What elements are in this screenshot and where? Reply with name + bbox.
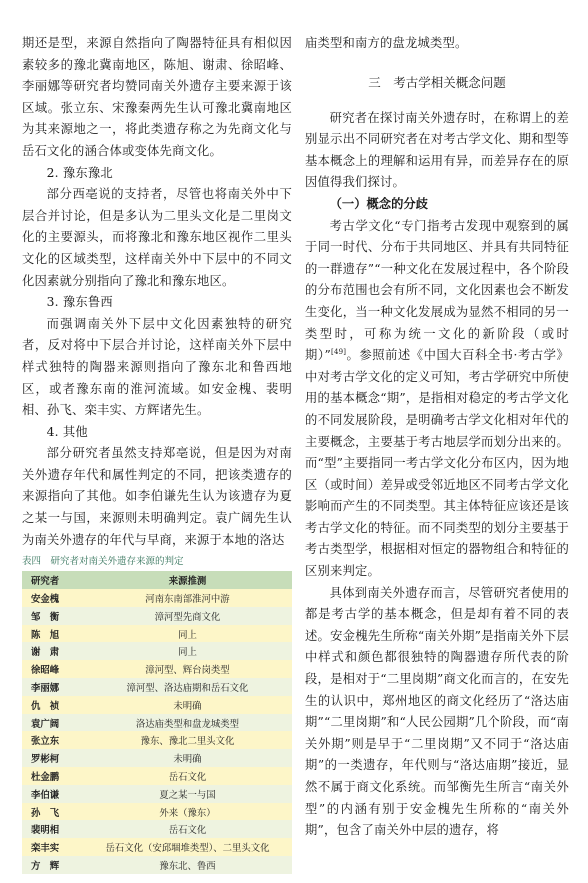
table-row bbox=[22, 820, 292, 838]
paragraph-3: 而强调南关外下层中文化因素独特的研究者，反对将中下层合并讨论，这样南关外下层中样式独特的陶器来源则指向了豫东北和鲁西地区，或者豫东南的淮河流域。如安金槐、裴明相、孙飞、栾丰实、方辉诸先生。 bbox=[22, 316, 292, 418]
left-column bbox=[22, 33, 292, 874]
source-cell: 洛达庙类型和盘龙城类型 bbox=[83, 714, 292, 732]
header-researcher: 研究者 bbox=[22, 571, 83, 589]
researcher-cell: 谢 肃 bbox=[22, 642, 83, 660]
right-column bbox=[305, 33, 569, 842]
source-cell: 未明确 bbox=[83, 696, 292, 714]
researcher-cell: 李伯谦 bbox=[22, 785, 83, 803]
subsection-title: （一）概念的分歧 bbox=[329, 196, 428, 211]
table-row bbox=[22, 856, 292, 874]
researcher-cell: 李丽娜 bbox=[22, 678, 83, 696]
subheading-2: 2. 豫东豫北 bbox=[46, 165, 113, 180]
researcher-cell: 安金槐 bbox=[22, 589, 83, 607]
source-cell: 漳河型、洛达庙期和岳石文化 bbox=[83, 678, 292, 696]
source-cell: 岳石文化（安邱堌堆类型）、二里头文化 bbox=[83, 838, 292, 856]
source-cell: 漳河型先商文化 bbox=[83, 607, 292, 625]
source-table bbox=[22, 571, 292, 874]
table-header-row bbox=[22, 571, 292, 589]
subheading-3: 3. 豫东鲁西 bbox=[46, 295, 113, 310]
subheading-4: 4. 其他 bbox=[46, 424, 88, 439]
source-cell: 河南东南部淮河中游 bbox=[83, 589, 292, 607]
source-cell: 同上 bbox=[83, 642, 292, 660]
source-cell: 岳石文化 bbox=[83, 820, 292, 838]
source-cell: 豫东、豫北二里头文化 bbox=[83, 731, 292, 749]
researcher-cell: 袁广阔 bbox=[22, 714, 83, 732]
paragraph-concept bbox=[305, 216, 569, 583]
researcher-cell: 杜金鹏 bbox=[22, 767, 83, 785]
source-cell: 漳河型、辉台岗类型 bbox=[83, 660, 292, 678]
researcher-cell: 罗彬柯 bbox=[22, 749, 83, 767]
paragraph-4: 部分研究者虽然支持郑亳说，但是因为对南关外遗存年代和属性判定的不同，把该类遗存的来源指向了其他。如李伯谦先生认为该遗存为夏之某一与国，来源则未明确判定。袁广阔先生认为南关外遗存的年代与早商，来源于本地的洛达 bbox=[22, 446, 292, 547]
table-row bbox=[22, 678, 292, 696]
section-title: 三 考古学相关概念问题 bbox=[368, 74, 506, 90]
researcher-cell: 徐昭峰 bbox=[22, 660, 83, 678]
researcher-cell: 张立东 bbox=[22, 731, 83, 749]
source-cell: 同上 bbox=[83, 625, 292, 643]
researcher-cell: 陈 旭 bbox=[22, 625, 83, 643]
paragraph-continued: 庙类型和南方的盘龙城类型。 bbox=[305, 36, 468, 50]
table-row bbox=[22, 642, 292, 660]
researcher-cell: 仇 祯 bbox=[22, 696, 83, 714]
header-source: 来源推测 bbox=[83, 571, 292, 589]
researcher-cell: 邹 衡 bbox=[22, 607, 83, 625]
paragraph-1: 期还是型，来源自然指向了陶器特征具有相似因素较多的豫北冀南地区，陈旭、谢肃、徐昭峰、李丽娜等研究者均赞同南关外遗存主要来源于该区域。张立东、宋豫秦两先生认可豫北冀南地区为其来源地之一，将此类遗存称之为先商文化与岳石文化的涵合体或变体先商文化。 bbox=[22, 36, 292, 158]
table-row bbox=[22, 838, 292, 856]
source-cell: 夏之某一与国 bbox=[83, 785, 292, 803]
table-row bbox=[22, 589, 292, 607]
table-caption: 表四 研究者对南关外遗存来源的判定 bbox=[22, 556, 184, 568]
source-cell: 未明确 bbox=[83, 749, 292, 767]
table-row bbox=[22, 803, 292, 821]
paragraph-2: 部分西亳说的支持者，尽管也将南关外中下层合并讨论，但是多认为二里头文化是二里岗文化的主要源头，而将豫北和豫东地区视作二里头文化的区域类型，这样南关外中下层中的不同文化因素就分别指向了豫北和豫东地区。 bbox=[22, 187, 292, 288]
source-cell: 外来（豫东） bbox=[83, 803, 292, 821]
source-cell: 岳石文化 bbox=[83, 767, 292, 785]
researcher-cell: 裴明相 bbox=[22, 820, 83, 838]
table-row bbox=[22, 660, 292, 678]
reference-marker[interactable]: [49] bbox=[331, 348, 347, 357]
table-row bbox=[22, 731, 292, 749]
table-row bbox=[22, 625, 292, 643]
researcher-cell: 栾丰实 bbox=[22, 838, 83, 856]
table-row bbox=[22, 785, 292, 803]
table-row bbox=[22, 607, 292, 625]
table-row bbox=[22, 767, 292, 785]
paragraph-intro: 研究者在探讨南关外遗存时，在称谓上的差别显示出不同研究者在对考古学文化、期和型等基本概念上的理解和运用有异，而差异存在的原因值得我们探讨。 bbox=[305, 110, 569, 190]
concept-text-b: 。参照前述《中国大百科全书·考古学》中对考古学文化的定义可知，考古学研究中所使用的基本概念“期”，是指相对稳定的考古学文化的不同发展阶段，是明确考古学文化相对年代的主要概念，主要基于考古地层学而划分出来的。而“型”主要指同一考古学文化分布区内，因为地区（或时间）差异或受邻近地区不同考古学文化影响而产生的不同类型。其主体特征应该还是该考古学文化的特征。而不同类型的划分主要基于考古类型学，根据相对恒定的器物组合和特征的区别来判定。 bbox=[305, 348, 569, 579]
table-row bbox=[22, 696, 292, 714]
researcher-cell: 方 辉 bbox=[22, 856, 83, 874]
source-cell: 豫东北、鲁西 bbox=[83, 856, 292, 874]
paragraph-analysis: 具体到南关外遗存而言，尽管研究者使用的都是考古学的基本概念，但是却有着不同的表述。安金槐先生所称“南关外期”是指南关外下层中样式和颜色都很独特的陶器遗存所代表的阶段，是相对于“二里岗期”商文化而言的，在安先生的认识中，郑州地区的商文化经历了“洛达庙期”“二里岗期”和“人民公园期”几个阶段，而“南关外期”则是早于“二里岗期”又不同于“洛达庙期”的一类遗存，年代则与“洛达庙期”接近，显然不属于商文化系统。而邹衡先生所言“南关外型”的内涵有别于安金槐先生所称的“南关外期”，包含了南关外中层的遗存，将 bbox=[305, 585, 569, 838]
concept-text-a: 考古学文化“专门指考古发现中观察到的属于同一时代、分布于共同地区、并具有共同特征的一群遗存”“一种文化在发展过程中，各个阶段的分布范围也会有所不同，文化因素也会不断发生变化，当一种文化发展成为显然不相同的另一类型时，可称为统一文化的新阶段（或时期）” bbox=[305, 218, 569, 363]
table-row bbox=[22, 749, 292, 767]
researcher-cell: 孙 飞 bbox=[22, 803, 83, 821]
table-row bbox=[22, 714, 292, 732]
